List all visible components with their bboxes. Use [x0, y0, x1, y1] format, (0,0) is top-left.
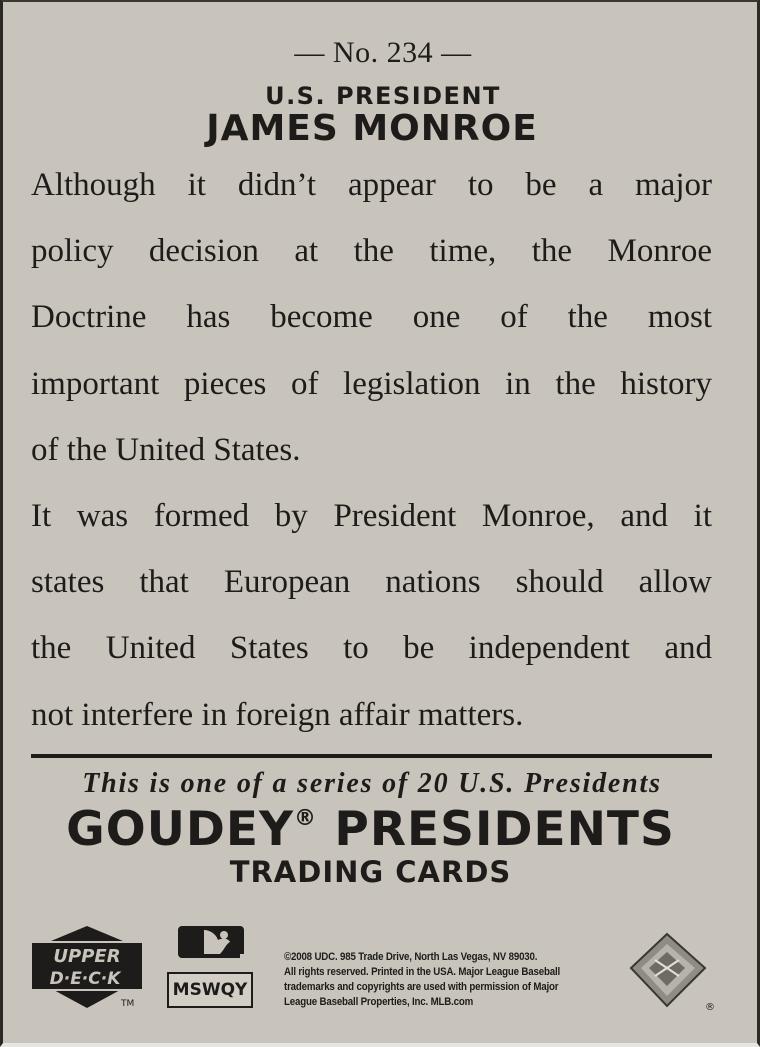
- upper-deck-logo-icon: [29, 924, 145, 1010]
- diamond-logo-icon: [627, 930, 715, 1014]
- trademark-text: TM: [121, 999, 135, 1009]
- legal-line: All rights reserved. Printed in the USA. Major League Baseball: [284, 966, 561, 978]
- legal-line: League Baseball Properties, Inc. MLB.com: [284, 996, 474, 1008]
- series-note: This is one of a series of 20 U.S. Presidents: [82, 768, 662, 799]
- brand-subtitle: TRADING CARDS: [229, 855, 512, 889]
- legal-line: ©2008 UDC. 985 Trade Drive, North Las Vegas, NV 89030.: [284, 951, 538, 963]
- card-subtitle: U.S. PRESIDENT: [265, 82, 501, 110]
- brand-title: [3, 802, 738, 857]
- bio-line: policy decision at the time, the Monroe: [31, 233, 712, 270]
- biography-text: [31, 152, 712, 748]
- upper-deck-text-1: UPPER: [53, 946, 121, 967]
- legal-text: [284, 950, 604, 1010]
- divider-rule: [31, 754, 712, 758]
- registered-mark: ®: [294, 806, 318, 831]
- bio-line: It was formed by President Monroe, and it: [31, 498, 712, 535]
- president-name: JAMES MONROE: [206, 108, 538, 149]
- mlb-logo-icon: [178, 926, 244, 958]
- bio-line: of the United States.: [31, 431, 301, 468]
- brand-name: GOUDEY: [66, 802, 295, 857]
- card-code: MSWQY: [167, 972, 253, 1008]
- bio-line: not interfere in foreign affair matters.: [31, 696, 524, 733]
- card-number: — No. 234 —: [294, 36, 472, 69]
- brand-name-rest: PRESIDENTS: [317, 802, 675, 857]
- bio-line: the United States to be independent and: [31, 630, 712, 667]
- bio-line: Although it didn’t appear to be a major: [31, 167, 712, 203]
- upper-deck-text-2: D·E·C·K: [49, 969, 121, 989]
- registered-mark-footer: ®: [705, 1002, 715, 1013]
- bio-line: important pieces of legislation in the history: [31, 365, 712, 402]
- bio-line: Doctrine has become one of the most: [31, 299, 712, 336]
- bio-line: states that European nations should allow: [31, 564, 712, 601]
- legal-line: trademarks and copyrights are used with permission of Major: [284, 981, 559, 993]
